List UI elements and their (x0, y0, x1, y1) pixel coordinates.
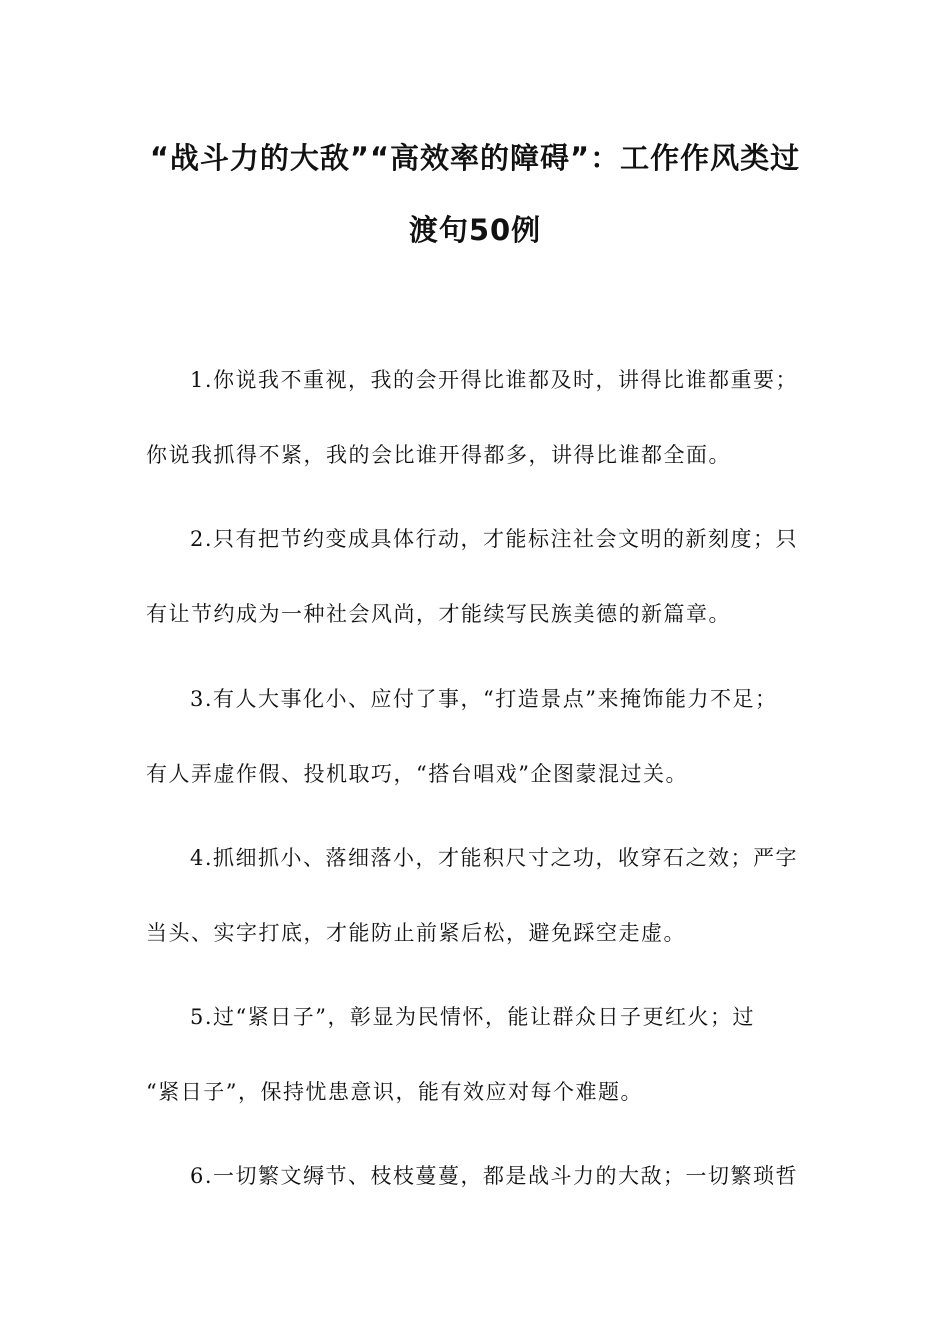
item-2-line-2: 有让节约成为一种社会风尚，才能续写民族美德的新篇章。 (146, 602, 731, 626)
item-4-line-2: 当头、实字打底，才能防止前紧后松，避免踩空走虚。 (146, 921, 686, 945)
item-2-line-1: 2.只有把节约变成具体行动，才能标注社会文明的新刻度；只 (190, 527, 799, 551)
item-5-line-1: 5.过“紧日子”，彰显为民情怀，能让群众日子更红火；过 (190, 1005, 756, 1029)
item-3-line-2: 有人弄虚作假、投机取巧，“搭台唱戏”企图蒙混过关。 (146, 762, 688, 786)
item-4-line-1: 4.抓细抓小、落细落小，才能积尺寸之功，收穿石之效；严字 (190, 846, 799, 870)
item-1-line-1: 1.你说我不重视，我的会开得比谁都及时，讲得比谁都重要； (190, 368, 799, 392)
item-5-line-2: “紧日子”，保持忧患意识，能有效应对每个难题。 (146, 1080, 643, 1104)
document-title-line-1: “战斗力的大敌”“高效率的障碍”：工作作风类过 (149, 141, 801, 175)
document-title-line-2: 渡句50例 (408, 213, 542, 247)
item-3-line-1: 3.有人大事化小、应付了事，“打造景点”来掩饰能力不足； (190, 687, 778, 711)
item-1-line-2: 你说我抓得不紧，我的会比谁开得都多，讲得比谁都全面。 (146, 443, 731, 467)
item-6-line-1: 6.一切繁文缛节、枝枝蔓蔓，都是战斗力的大敌；一切繁琐哲 (190, 1164, 799, 1188)
